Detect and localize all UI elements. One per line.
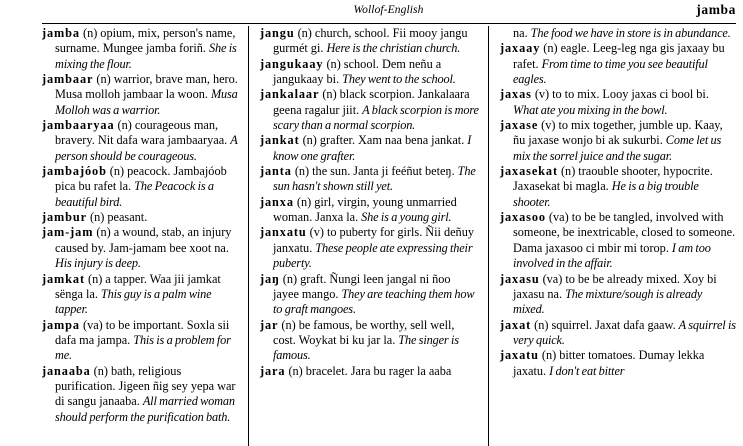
entry-part-of-speech: (n)	[109, 164, 125, 179]
entry-headword: janaaba	[42, 363, 91, 378]
entry-part-of-speech: (va)	[542, 271, 563, 286]
entry-headword: jangu	[260, 26, 295, 40]
dictionary-entry	[42, 364, 239, 425]
entry-headword: jaxaay	[500, 41, 541, 56]
entry-translation: All married woman should perform the purification bath.	[55, 394, 235, 424]
entry-example: Janta ji feéñut beteŋ.	[353, 164, 455, 179]
entry-example: Jaxasekat bi magla.	[513, 179, 609, 194]
dictionary-entry	[500, 41, 736, 87]
entry-gloss: bitter tomatoes.	[559, 348, 636, 363]
entry-example: Musa molloh jambaar la woon.	[55, 87, 208, 102]
entry-example: Fii mooy jangu gurmét gi.	[273, 26, 468, 56]
entry-gloss: eagle.	[560, 41, 590, 56]
dictionary-entry	[42, 318, 239, 364]
entry-part-of-speech: (n)	[93, 363, 108, 378]
entry-headword: jambajóob	[42, 164, 107, 179]
entry-part-of-speech: (n)	[302, 133, 317, 148]
entry-example: Kaay, ñu jaxase wonjo bi ak sukurbi.	[513, 118, 723, 148]
entry-example: Jambajóob pica bu rafet la.	[55, 164, 227, 194]
dictionary-entry	[500, 348, 736, 379]
entry-part-of-speech: (n)	[90, 210, 105, 225]
entry-headword: jaxas	[500, 87, 532, 102]
entry-headword: janxatu	[260, 225, 307, 240]
dictionary-entry	[42, 225, 239, 271]
dictionary-entry	[260, 87, 479, 133]
dictionary-column-2	[248, 26, 488, 446]
entry-gloss: a wound, stab, an injury caused by.	[55, 225, 232, 255]
running-head-title: Wollof-English	[353, 4, 424, 16]
entry-gloss: opium, mix, person's name, surname.	[55, 26, 236, 56]
entry-translation: The singer is famous.	[273, 332, 459, 363]
entry-part-of-speech: (n)	[288, 363, 303, 378]
entry-part-of-speech: (v)	[534, 87, 550, 102]
entry-gloss: to mix together, jumble up.	[558, 118, 692, 133]
entry-example: Xam naa bena jankat.	[358, 133, 465, 148]
dictionary-entry	[260, 225, 479, 271]
entry-part-of-speech: (va)	[548, 210, 569, 225]
dictionary-entry	[500, 118, 736, 164]
entry-headword: jampa	[42, 317, 80, 332]
entry-headword: jam-jam	[42, 225, 94, 240]
entry-translation: They are teaching them how to graft mangoes.	[273, 286, 475, 317]
entry-translation: The mixture/sough is already mixed.	[513, 286, 703, 317]
dictionary-entry	[260, 364, 479, 379]
entry-example: Woykat bi ku jar la.	[298, 332, 396, 347]
dictionary-entry	[42, 118, 239, 164]
entry-headword: janxa	[260, 194, 294, 209]
entry-gloss: bath, religious purification.	[55, 363, 182, 393]
entry-gloss: to be be already mixed.	[565, 271, 681, 286]
entry-part-of-speech: (n)	[297, 26, 312, 40]
entry-gloss: na.	[513, 26, 528, 40]
entry-example: Ñii deñuy janxatu.	[273, 225, 474, 255]
entry-translation: She is a young girl.	[361, 210, 452, 225]
dictionary-columns	[42, 26, 736, 446]
entry-gloss: to puberty for girls.	[326, 225, 423, 240]
entry-gloss: a tapper.	[105, 271, 147, 286]
entry-gloss: graft.	[300, 271, 327, 286]
entry-gloss: to to mix.	[552, 87, 600, 102]
entry-headword: jangukaay	[260, 56, 324, 71]
dictionary-entry	[260, 26, 479, 57]
entry-part-of-speech: (n)	[96, 225, 111, 240]
entry-translation: I know one grafter.	[273, 133, 472, 163]
dictionary-entry	[500, 272, 736, 318]
entry-gloss: church, school.	[314, 26, 390, 40]
entry-translation: The food we have in store is in abundance.	[530, 26, 731, 40]
entry-example: Jam-jamam bee xoot na.	[109, 240, 229, 255]
entry-translation: The Peacock is a beautiful bird.	[55, 179, 214, 209]
entry-example: Nit dafa wara jambaaryaa.	[97, 133, 228, 148]
entry-example: Janxa la.	[315, 210, 359, 225]
entry-headword: jambaar	[42, 72, 94, 87]
entry-part-of-speech: (n)	[87, 271, 103, 286]
entry-example: Ñungi leen jangal ni ñoo jayee mango.	[273, 271, 451, 301]
entry-example: Jigeen ñig sey yepa war di sangu janaaba.	[55, 378, 236, 409]
entry-headword: jaxat	[500, 317, 532, 332]
entry-part-of-speech: (n)	[534, 317, 549, 332]
entry-gloss: grafter.	[319, 133, 356, 148]
entry-part-of-speech: (n)	[281, 317, 296, 332]
entry-example: Jara bu rager la aaba	[350, 363, 452, 378]
entry-translation: A black scorpion is more scary than a normal scorpion.	[273, 102, 479, 133]
entry-gloss: courageous man, bravery.	[55, 118, 219, 148]
entry-part-of-speech: (n)	[82, 26, 98, 40]
entry-part-of-speech: (va)	[82, 317, 103, 332]
dictionary-entry	[500, 26, 736, 41]
entry-translation: I don't eat bitter	[549, 363, 625, 378]
entry-headword: jaŋ	[260, 271, 280, 286]
entry-translation: What ate you mixing in the bowl.	[513, 102, 668, 117]
dictionary-entry	[42, 72, 239, 118]
entry-part-of-speech: (n)	[541, 348, 557, 363]
dictionary-entry	[260, 272, 479, 318]
dictionary-entry	[42, 272, 239, 318]
entry-gloss: peasant.	[107, 210, 148, 225]
header-divider-rule	[42, 23, 736, 24]
entry-translation: I am too involved in the affair.	[513, 240, 711, 271]
entry-translation: They went to the school.	[342, 72, 456, 87]
entry-gloss: school.	[343, 56, 379, 71]
entry-gloss: squirrel.	[551, 317, 593, 332]
entry-translation: A person should be courageous.	[55, 133, 238, 163]
entry-gloss: girl, virgin, young unmarried woman.	[273, 194, 457, 225]
entry-example: Dem neñu a jangukaay bi.	[273, 56, 442, 87]
entry-headword: jaxasu	[500, 271, 540, 286]
entry-translation: His injury is deep.	[55, 256, 141, 271]
dictionary-entry	[260, 164, 479, 195]
entry-translation: The sun hasn't shown still yet.	[273, 164, 476, 194]
entry-gloss: to be important.	[105, 317, 184, 332]
entry-headword: jar	[260, 317, 279, 332]
entry-part-of-speech: (n)	[326, 56, 341, 71]
entry-part-of-speech: (n)	[294, 164, 310, 179]
entry-gloss: black scorpion.	[339, 87, 415, 102]
entry-part-of-speech: (n)	[117, 118, 132, 133]
dictionary-entry	[500, 318, 736, 349]
entry-translation: She is mixing the flour.	[55, 41, 237, 71]
dictionary-entry	[500, 164, 736, 210]
entry-translation: He is a big trouble shooter.	[513, 179, 699, 209]
entry-headword: jaxatu	[500, 348, 539, 363]
entry-part-of-speech: (v)	[541, 118, 556, 133]
entry-gloss: to be be tangled, involved with someone, be inextricable, closed to someone.	[513, 210, 736, 240]
entry-translation: Here is the christian church.	[326, 41, 461, 56]
dictionary-column-1	[42, 26, 248, 446]
entry-gloss: the sun.	[312, 164, 351, 179]
dictionary-entry	[260, 57, 479, 88]
entry-example: Jaxat dafa gaaw.	[595, 317, 676, 332]
entry-part-of-speech: (n)	[322, 87, 337, 102]
entry-part-of-speech: (v)	[309, 225, 324, 240]
entry-part-of-speech: (n)	[560, 164, 576, 179]
dictionary-entry	[42, 164, 239, 210]
entry-example: Looy jaxas ci bool bi.	[602, 87, 709, 102]
entry-headword: jaxasekat	[500, 164, 558, 179]
dictionary-entry	[500, 210, 736, 271]
entry-translation: This guy is a palm wine tapper.	[55, 286, 212, 317]
entry-example: Leeg-leg nga gis jaxaay bu rafet.	[513, 41, 725, 71]
entry-translation: These people ate expressing their puberty.	[273, 240, 473, 271]
entry-example: Dama jaxasoo ci mbir mi torop.	[513, 240, 669, 255]
entry-example: Mungee jamba foriñ.	[102, 41, 206, 56]
entry-translation: From time to time you see beautiful eagles.	[513, 56, 708, 87]
entry-headword: jara	[260, 363, 286, 378]
running-head	[0, 0, 743, 24]
entry-gloss: be famous, be worthy, sell well, cost.	[273, 317, 455, 347]
dictionary-entry	[500, 87, 736, 118]
entry-gloss: peacock.	[127, 164, 171, 179]
entry-headword: jamkat	[42, 271, 85, 286]
entry-gloss: traouble shooter, hypocrite.	[578, 164, 713, 179]
dictionary-entry	[42, 210, 239, 225]
dictionary-column-3	[488, 26, 736, 446]
entry-part-of-speech: (n)	[543, 41, 558, 56]
running-head-guideword: jamba	[696, 2, 736, 17]
entry-example: Xoy bi jaxasu na.	[513, 271, 717, 301]
dictionary-entry	[260, 318, 479, 364]
dictionary-entry	[260, 195, 479, 226]
entry-headword: jankat	[260, 133, 300, 148]
entry-gloss: warrior, brave man, hero.	[113, 72, 238, 87]
dictionary-entry	[260, 133, 479, 164]
entry-part-of-speech: (n)	[296, 194, 312, 209]
entry-headword: janta	[260, 164, 292, 179]
entry-translation: Musa Molloh was a warrior.	[55, 87, 238, 117]
entry-headword: jankalaar	[260, 87, 320, 102]
dictionary-entry	[42, 26, 239, 72]
entry-example: Dumay lekka jaxatu.	[513, 348, 705, 378]
entry-headword: jambur	[42, 210, 88, 225]
entry-headword: jambaaryaa	[42, 118, 115, 133]
entry-headword: jamba	[42, 26, 80, 40]
entry-headword: jaxase	[500, 118, 539, 133]
entry-part-of-speech: (n)	[96, 72, 111, 87]
entry-translation: This is a problem for me.	[55, 332, 231, 363]
entry-gloss: bracelet.	[305, 363, 348, 378]
entry-part-of-speech: (n)	[282, 271, 298, 286]
entry-headword: jaxasoo	[500, 210, 546, 225]
entry-translation: A squirrel is very quick.	[513, 317, 736, 347]
entry-translation: Come let us mix the sorrel juice and the sugar.	[513, 133, 722, 163]
entry-example: Jankalaara geena ragalur jiit.	[273, 87, 470, 117]
entry-example: Soxla sii dafa ma jampa.	[55, 317, 230, 347]
entry-example: Waa jii jamkat sënga la.	[55, 271, 221, 301]
